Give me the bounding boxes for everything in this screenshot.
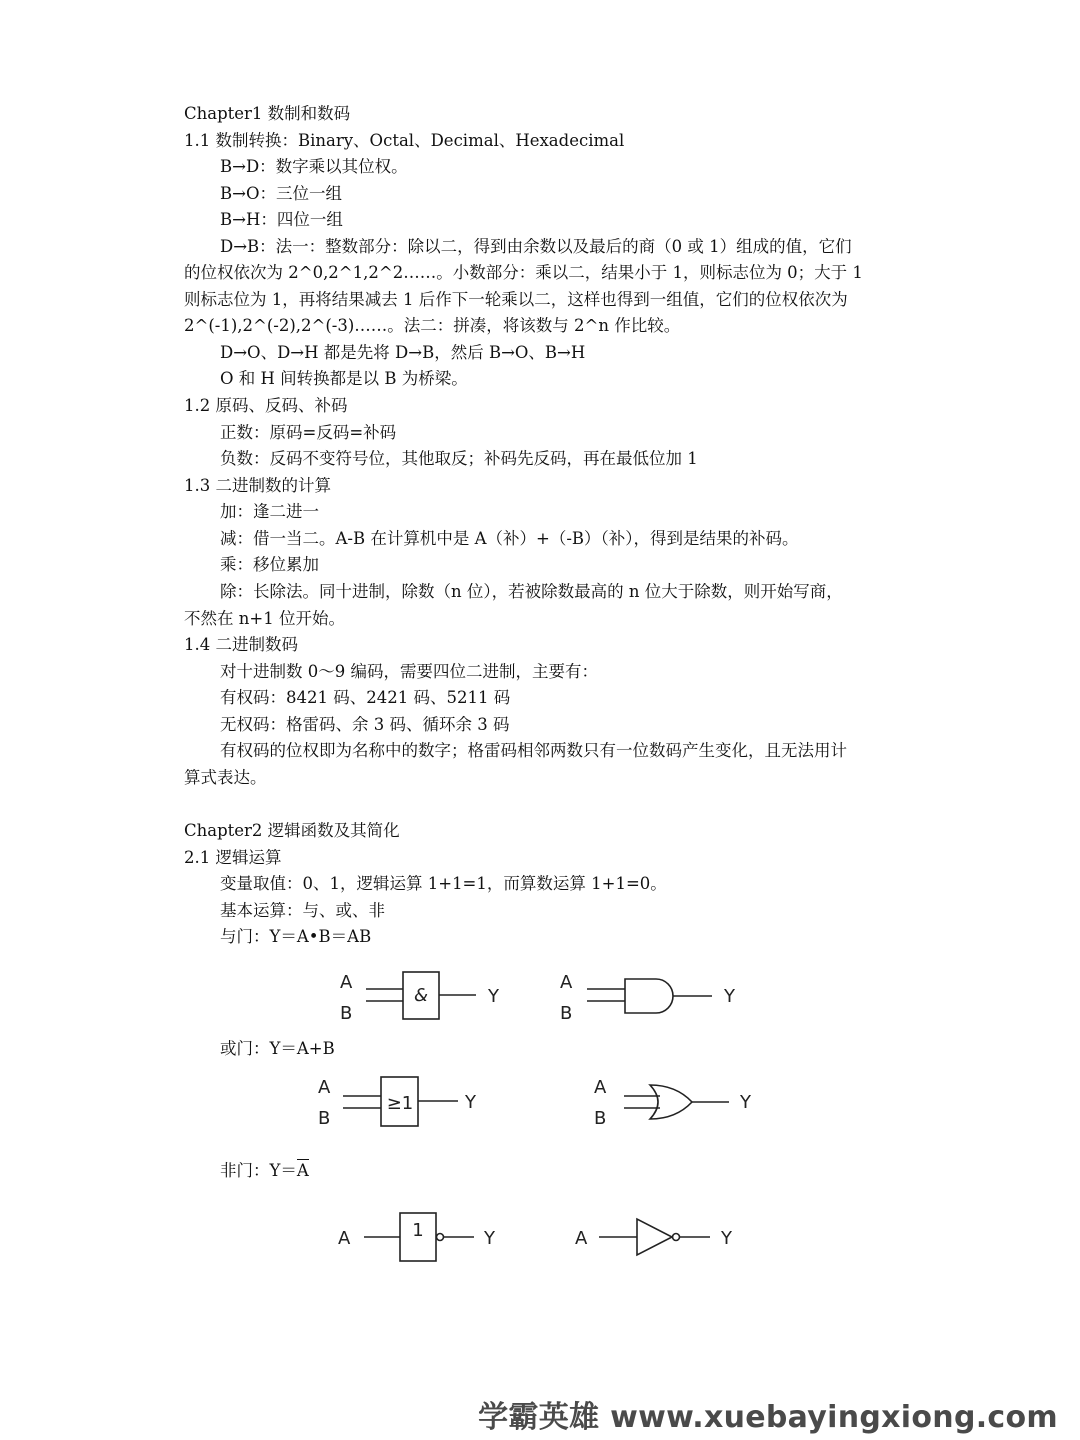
and-symbol: & xyxy=(413,985,429,1006)
and-shape-output-y: Y xyxy=(724,986,735,1007)
text-line: 基本运算：与、或、非 xyxy=(220,901,385,920)
not-gate-formula-var: A xyxy=(297,1158,309,1184)
or-shape-output-y: Y xyxy=(740,1092,751,1113)
text-line: 变量取值：0、1，逻辑运算 1+1=1，而算数运算 1+1=0。 xyxy=(220,874,667,893)
not-shape-input-a: A xyxy=(575,1228,588,1249)
text-line: 算式表达。 xyxy=(184,768,267,787)
text-line: 减：借一当二。A-B 在计算机中是 A（补）+（-B）（补），得到是结果的补码。 xyxy=(220,529,799,548)
text-line: 除：长除法。同十进制，除数（n 位），若被除数最高的 n 位大于除数，则开始写商， xyxy=(220,582,843,601)
text-line: 有权码：8421 码、2421 码、5211 码 xyxy=(220,688,511,707)
not-shape-output-y: Y xyxy=(721,1228,732,1249)
text-line: B→H：四位一组 xyxy=(220,210,343,229)
or-rect-input-a: A xyxy=(318,1077,331,1098)
text-line: 加：逢二进一 xyxy=(220,502,319,521)
not-rect-output-y: Y xyxy=(484,1228,495,1249)
text-line: D→B：法一：整数部分：除以二，得到由余数以及最后的商（0 或 1）组成的值，它们 xyxy=(220,237,852,256)
text-line: 负数：反码不变符号位，其他取反；补码先反码，再在最低位加 1 xyxy=(220,449,698,468)
and-rect-input-b: B xyxy=(340,1003,353,1024)
watermark: 学霸英雄 www.xuebayingxiong.com xyxy=(478,1400,1058,1435)
text-line: 有权码的位权即为名称中的数字；格雷码相邻两数只有一位数码产生变化，且无法用计 xyxy=(220,741,847,760)
not-gate-shape-symbol xyxy=(599,1219,710,1255)
text-line: D→O、D→H 都是先将 D→B，然后 B→O、B→H xyxy=(220,343,586,362)
text-line: 乘：移位累加 xyxy=(220,555,319,574)
text-line: 则标志位为 1，再将结果减去 1 后作下一轮乘以二，这样也得到一组值，它们的位权依次为 xyxy=(184,290,848,309)
and-shape-input-b: B xyxy=(560,1003,573,1024)
and-rect-input-a: A xyxy=(340,972,353,993)
not-symbol: 1 xyxy=(412,1220,424,1241)
text-line: 正数：原码=反码=补码 xyxy=(220,423,397,442)
not-gate-formula-text: 非门：Y＝ xyxy=(220,1161,297,1180)
text-line: 无权码：格雷码、余 3 码、循环余 3 码 xyxy=(220,715,510,734)
or-rect-output-y: Y xyxy=(465,1092,476,1113)
section-1-1-heading: 1.1 数制转换：Binary、Octal、Decimal、Hexadecimal xyxy=(184,131,625,150)
chapter2-title: Chapter2 逻辑函数及其简化 xyxy=(184,821,400,840)
not-rect-input-a: A xyxy=(338,1228,351,1249)
text-line: 不然在 n+1 位开始。 xyxy=(184,609,345,628)
or-gate-shape-symbol xyxy=(624,1085,729,1119)
and-gate-formula: 与门：Y＝A•B＝AB xyxy=(220,927,372,946)
chapter1-title: Chapter1 数制和数码 xyxy=(184,104,351,123)
text-line: O 和 H 间转换都是以 B 为桥梁。 xyxy=(220,369,468,388)
section-2-1-heading: 2.1 逻辑运算 xyxy=(184,848,282,867)
or-rect-input-b: B xyxy=(318,1108,331,1129)
text-line: 2^(-1),2^(-2),2^(-3)……。法二：拼凑，将该数与 2^n 作比较。 xyxy=(184,316,681,335)
and-shape-input-a: A xyxy=(560,972,573,993)
and-gate-shape-symbol xyxy=(587,979,712,1013)
section-1-3-heading: 1.3 二进制数的计算 xyxy=(184,476,331,495)
section-1-2-heading: 1.2 原码、反码、补码 xyxy=(184,396,348,415)
or-shape-input-b: B xyxy=(594,1108,607,1129)
text-line: B→O：三位一组 xyxy=(220,184,342,203)
or-symbol: ≥1 xyxy=(386,1093,414,1114)
text-line: 的位权依次为 2^0,2^1,2^2……。小数部分：乘以二，结果小于 1，则标志位为 0；大于 1 xyxy=(184,263,863,282)
or-gate-formula: 或门：Y＝A+B xyxy=(220,1039,335,1058)
and-rect-output-y: Y xyxy=(488,986,499,1007)
text-line: B→D：数字乘以其位权。 xyxy=(220,157,408,176)
or-shape-input-a: A xyxy=(594,1077,607,1098)
text-line: 对十进制数 0～9 编码，需要四位二进制，主要有： xyxy=(220,662,598,681)
section-1-4-heading: 1.4 二进制数码 xyxy=(184,635,298,654)
